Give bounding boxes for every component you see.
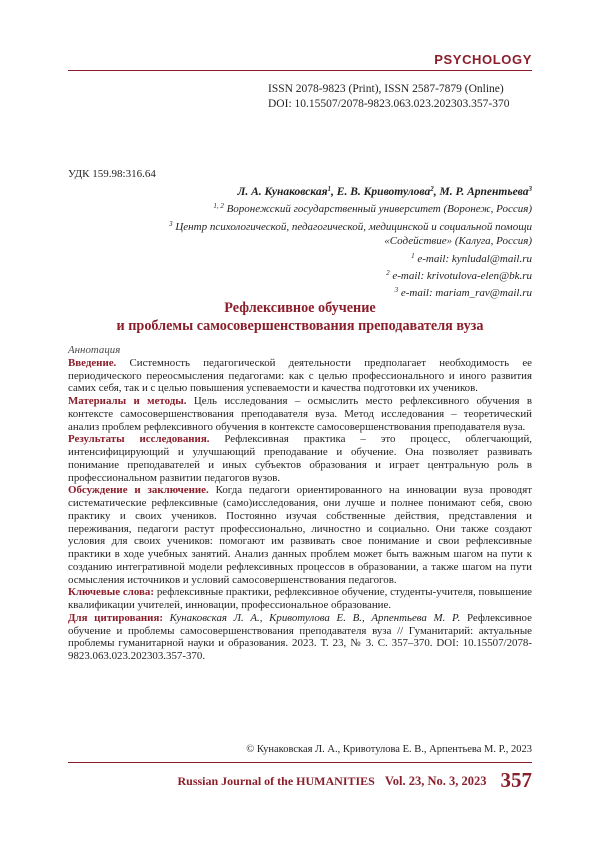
abstract-keywords: Ключевые слова: рефлексивные практики, рефлексивное обучение, студенты-учителя, повышение квалификации учителей, инновации, профессиональное образование. (68, 586, 532, 611)
email-3[interactable]: $^3$ e-mail: mariam_rav@mail.ru (394, 286, 532, 300)
email-1[interactable]: $^1$ e-mail: kynludal@mail.ru (411, 251, 532, 265)
author-3: М. Р. Арпентьева (439, 186, 529, 198)
abstract-introduction: Введение. Системность педагогической деятельности предполагает необходимость ее периодического переосмысления педагогами: как с целью профессионального и иного развития самих себя, так и с целью повышения успеваемости и качества подготовки их учеников. (68, 356, 532, 395)
affiliation-2-cont: «Содействие» (Калуга, Россия) (384, 235, 532, 248)
author-1: Л. А. Кунаковская (237, 186, 328, 198)
issn-line: ISSN 2078-9823 (Print), ISSN 2587-7879 (Online) (268, 83, 504, 95)
authors-block (150, 182, 532, 301)
header-divider (68, 70, 532, 71)
udk-code: УДК 159.98:316.64 (68, 168, 156, 180)
email-2[interactable]: $^2$ e-mail: krivotulova-elen@bk.ru (386, 269, 532, 283)
abstract-discussion: Обсуждение и заключение. Когда педагоги ориентированного на инновации вуза проводят систематические рефлексивные (само)исследования, они лучше и полнее понимают себя, свою практику и своих учеников. Постоянно изучая собственные действия, представления и переживания, педагоги растут профессионально, личностно и социально. Они также создают условия для своих учеников: помогают им развивать свое понимание и свои рефлексивные практики в ходе учебных занятий. Анализ данных проблем может быть важным шагом на пути к созданию интегративной модели рефлексивных процессов в образовании, а также шагом на пути осмысления источников и условий самосовершенствования педагогов. (68, 484, 532, 586)
copyright: © Кунаковская Л. А., Кривотулова Е. В., Арпентьева М. Р., 2023 (246, 744, 532, 755)
author-2: Е. В. Кривотулова (336, 186, 431, 198)
affiliation-2: $^3$ Центр психологической, педагогической, медицинской и социальной помощи (169, 219, 532, 233)
affiliation-1: $^{1, 2}$ Воронежский государственный университет (Воронеж, Россия) (213, 202, 532, 216)
title-line-2: и проблемы самосовершенствования преподавателя вуза (116, 317, 484, 334)
footer (177, 766, 532, 791)
abstract-results: Результаты исследования. Рефлексивная практика – это процесс, облегчающий, интенсифицирующий и улучшающий преподавание и обучение. Она позволяет развивать понимание преподавателей и иных субъектов образования и играет центральную роль в профессиональном развитии педагогов вузов. (68, 433, 533, 484)
journal-name: Russian Journal of the HUMANITIES (177, 774, 375, 788)
issn-block (268, 82, 532, 111)
abstract-label: Аннотация (68, 344, 121, 356)
article-title (68, 300, 532, 335)
abstract-methods: Материалы и методы. Цель исследования – осмыслить место рефлексивного обучения в контексте самосовершенствования преподавателя вуза. Метод исследования – теоретический анализ проблем рефлексивного обучения в контексте самосовершенствования преподавателя вуза. (68, 395, 533, 433)
abstract (68, 344, 532, 663)
journal-volume: Vol. 23, No. 3, 2023 (384, 774, 487, 788)
doi-line: DOI: 10.15507/2078-9823.063.023.202303.357-370 (268, 97, 510, 110)
page-number: 357 (500, 768, 532, 792)
section-label: PSYCHOLOGY (434, 52, 532, 67)
citation: Для цитирования: Кунаковская Л. А., Кривотулова Е. В., Арпентьева М. Р. Рефлексивное обучение и проблемы самосовершенствования преподавателя вуза // Гуманитарий: актуальные проблемы гуманитарной науки и образования. 2023. Т. 23, № 3. С. 357–370. DOI: 10.15507/2078-9823.063.023.202303.357-370. (68, 611, 532, 662)
title-line-1: Рефлексивное обучение (224, 300, 376, 316)
footer-divider (68, 762, 532, 763)
author-names: Л. А. Кунаковская$^1$, Е. В. Кривотулова$^2$, М. Р. Арпентьева$^3$ (237, 185, 532, 198)
